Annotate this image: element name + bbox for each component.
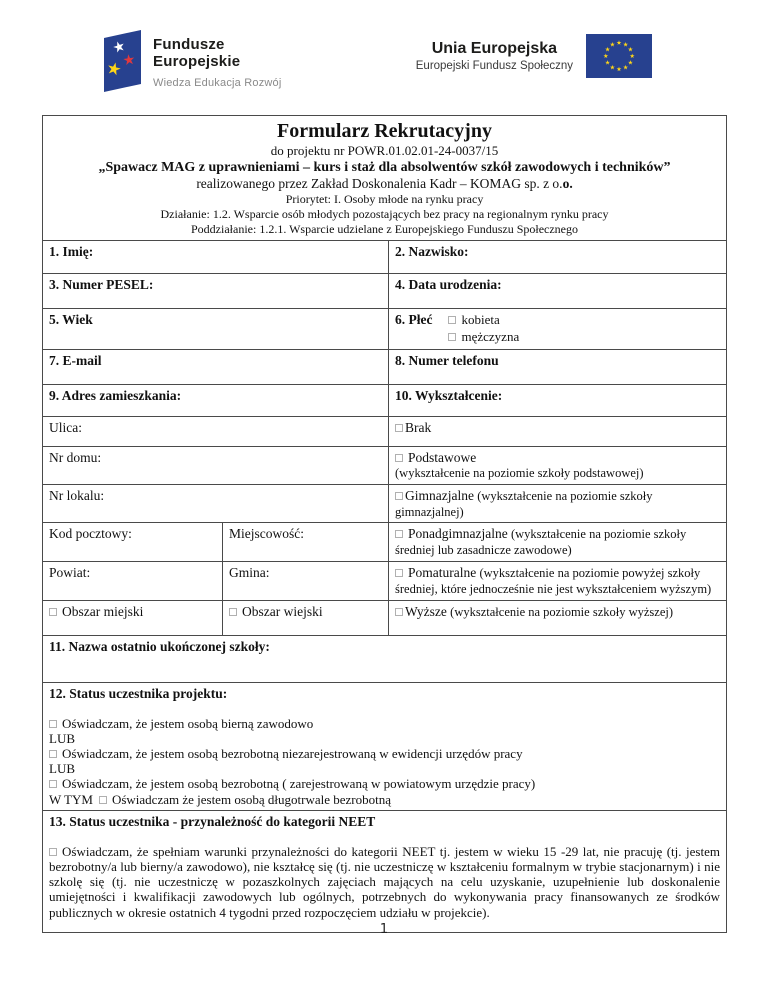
field-phone: 8. Numer telefonu	[389, 350, 727, 385]
education-option-gimnazjalne	[389, 484, 727, 523]
edu-podstawowe-desc: (wykształcenie na poziomie szkoły podstawowej)	[395, 465, 644, 480]
eu-flag-icon	[585, 34, 653, 78]
fe-flag-icon	[103, 29, 143, 93]
edu-wyzsze-label: Wyższe	[405, 603, 447, 619]
field-address-header: 9. Adres zamieszkania:	[43, 385, 389, 417]
field-last-school: 11. Nazwa ostatnio ukończonej szkoły:	[43, 635, 727, 682]
checkbox-dlugotrwale-bezrobotna[interactable]	[99, 796, 107, 804]
field-commune: Gmina:	[223, 562, 389, 601]
education-option-brak	[389, 417, 727, 447]
edu-pomaturalne-desc: (wykształcenie na poziomie powyżej szkoły średniej, które jednocześnie nie jest wykształceniem wyższym)	[395, 566, 712, 596]
fe-title-line1: Fundusze	[153, 36, 225, 53]
status13-declaration	[49, 844, 720, 920]
field-gender	[389, 309, 727, 350]
recruitment-form-table	[42, 115, 727, 933]
gender-female-label: kobieta	[461, 312, 500, 328]
status13-declaration-text: Oświadczam, że spełniam warunki przynależności do kategorii NEET tj. jestem w wieku 15 -29 lat, nie pracuję (tj. jestem bezrobotny/a lub bierny/a zawodowo), nie kształcę się (tj. nie uczestniczę w kształceniu formalnym w trybie stacjonarnym) i nie szkolę się (tj. nie uczestniczę w pozaszkolnych zajęciach mających na celu uzyskanie, uzupełnienie lub doskonalenie umiejętności i kwalifikacji zawodowych lub ogólnych, potrzebnych do wykonywania pracy finansowanych ze środków publicznych w okresie ostatnich 4 tygodni przed rozpoczęciem udziału w projekcie).	[49, 843, 720, 920]
gender-option-female	[448, 312, 519, 329]
project-number-line: do projektu nr POWR.01.02.01-24-0037/15	[270, 143, 499, 158]
education-option-ponadgimnazjalne	[389, 523, 727, 562]
edu-brak-label: Brak	[405, 420, 432, 436]
edu-ponadgimnazjalne-desc: (wykształcenie na poziomie szkoły średniej lub zasadnicze zawodowe)	[395, 527, 687, 558]
ue-subtitle: Europejski Fundusz Społeczny	[415, 59, 573, 72]
gender-options	[448, 312, 519, 346]
field-first-name: 1. Imię:	[43, 241, 389, 274]
field-age: 5. Wiek	[43, 309, 389, 350]
status12-lub-2: LUB	[49, 761, 75, 777]
status12-wtym-text: Oświadczam że jestem osobą długotrwale bezrobotną	[111, 791, 391, 807]
section-participant-status	[43, 682, 727, 810]
field-pesel: 3. Numer PESEL:	[43, 274, 389, 309]
edu-ponadgimnazjalne-label: Ponadgimnazjalne	[408, 526, 508, 542]
status12-lub-1: LUB	[49, 730, 75, 746]
page-number: 1	[379, 922, 389, 937]
status13-title: 13. Status uczestnika - przynależność do kategorii NEET	[49, 813, 376, 829]
subaction-line: Poddziałanie: 1.2.1. Wsparcie udzielane z Europejskiego Funduszu Społecznego	[191, 222, 578, 237]
status12-item-2	[49, 746, 720, 761]
area-rural-label: Obszar wiejski	[242, 603, 323, 619]
edu-gimnazjalne-label: Gimnazjalne	[405, 487, 474, 503]
field-city: Miejscowość:	[223, 523, 389, 562]
gender-label: 6. Płeć	[395, 312, 433, 328]
checkbox-obszar-wiejski[interactable]	[229, 608, 237, 616]
status12-item-2-text: Oświadczam, że jestem osobą bezrobotną niezarejestrowaną w ewidencji urzędów pracy	[62, 746, 523, 762]
realized-by-bold: o.	[562, 176, 573, 192]
section-neet-status	[43, 810, 727, 932]
education-option-wyzsze	[389, 600, 727, 635]
checkbox-neet[interactable]	[49, 848, 57, 856]
checkbox-gimnazjalne[interactable]	[395, 492, 403, 500]
project-name-line: „Spawacz MAG z uprawnieniami – kurs i staż dla absolwentów szkół zawodowych i techników”	[98, 159, 671, 175]
field-education-header: 10. Wykształcenie:	[389, 385, 727, 417]
checkbox-kobieta[interactable]	[448, 316, 456, 324]
edu-wyzsze-desc: (wykształcenie na poziomie szkoły wyższej)	[450, 604, 674, 619]
realized-by-line	[49, 176, 720, 192]
education-option-podstawowe	[389, 447, 727, 485]
fe-logo-text	[153, 29, 282, 89]
edu-pomaturalne-label: Pomaturalne	[408, 565, 477, 581]
status12-item-3-text: Oświadczam, że jestem osobą bezrobotną ( zarejestrowaną w powiatowym urzędzie pracy)	[62, 776, 536, 792]
area-rural-option	[223, 600, 389, 635]
status12-item-1-text: Oświadczam, że jestem osobą bierną zawodowo	[62, 715, 314, 731]
checkbox-mezczyzna[interactable]	[448, 333, 456, 341]
checkbox-podstawowe[interactable]	[395, 454, 403, 462]
checkbox-bierna-zawodowo[interactable]	[49, 720, 57, 728]
edu-gimnazjalne-desc: (wykształcenie na poziomie szkoły gimnazjalnej)	[395, 488, 653, 519]
realized-by-text: realizowanego przez Zakład Doskonalenia Kadr – KOMAG sp. z o.	[196, 176, 563, 192]
field-county: Powiat:	[43, 562, 223, 601]
form-title: Formularz Rekrutacyjny	[277, 120, 492, 142]
field-apartment-number: Nr lokalu:	[43, 484, 389, 523]
gender-male-label: mężczyzna	[461, 329, 520, 345]
field-house-number: Nr domu:	[43, 447, 389, 485]
field-email: 7. E-mail	[43, 350, 389, 385]
ue-title: Unia Europejska	[431, 40, 558, 58]
status12-item-3	[49, 776, 720, 791]
action-line: Działanie: 1.2. Wsparcie osób młodych pozostających bez pracy na regionalnym rynku pracy	[160, 207, 609, 222]
area-urban-label: Obszar miejski	[62, 603, 144, 619]
field-postal-code: Kod pocztowy:	[43, 523, 223, 562]
form-header	[43, 116, 727, 241]
area-urban-option	[43, 600, 223, 635]
field-last-name: 2. Nazwisko:	[389, 241, 727, 274]
field-street: Ulica:	[43, 417, 389, 447]
status12-item-1	[49, 716, 720, 731]
fe-subtitle: Wiedza Edukacja Rozwój	[153, 76, 282, 89]
field-birth-date: 4. Data urodzenia:	[389, 274, 727, 309]
checkbox-obszar-miejski[interactable]	[49, 608, 57, 616]
status12-title: 12. Status uczestnika projektu:	[49, 685, 228, 701]
checkbox-ponadgimnazjalne[interactable]	[395, 530, 403, 538]
gender-option-male	[448, 329, 519, 346]
unia-europejska-logo	[416, 34, 653, 78]
education-option-pomaturalne	[389, 562, 727, 601]
fundusze-europejskie-logo	[103, 29, 282, 93]
checkbox-bezrobotna-zarejestrowana[interactable]	[49, 780, 57, 788]
ue-logo-text	[416, 40, 573, 72]
checkbox-pomaturalne[interactable]	[395, 569, 403, 577]
checkbox-brak[interactable]	[395, 424, 403, 432]
checkbox-bezrobotna-niezarejestrowana[interactable]	[49, 750, 57, 758]
checkbox-wyzsze[interactable]	[395, 608, 403, 616]
status12-wtym-line	[49, 792, 720, 807]
priority-line: Priorytet: I. Osoby młode na rynku pracy	[285, 192, 484, 207]
edu-podstawowe-label: Podstawowe	[408, 450, 477, 466]
fe-title-line2: Europejskie	[153, 52, 241, 70]
status12-wtym-prefix: W TYM	[49, 791, 93, 807]
